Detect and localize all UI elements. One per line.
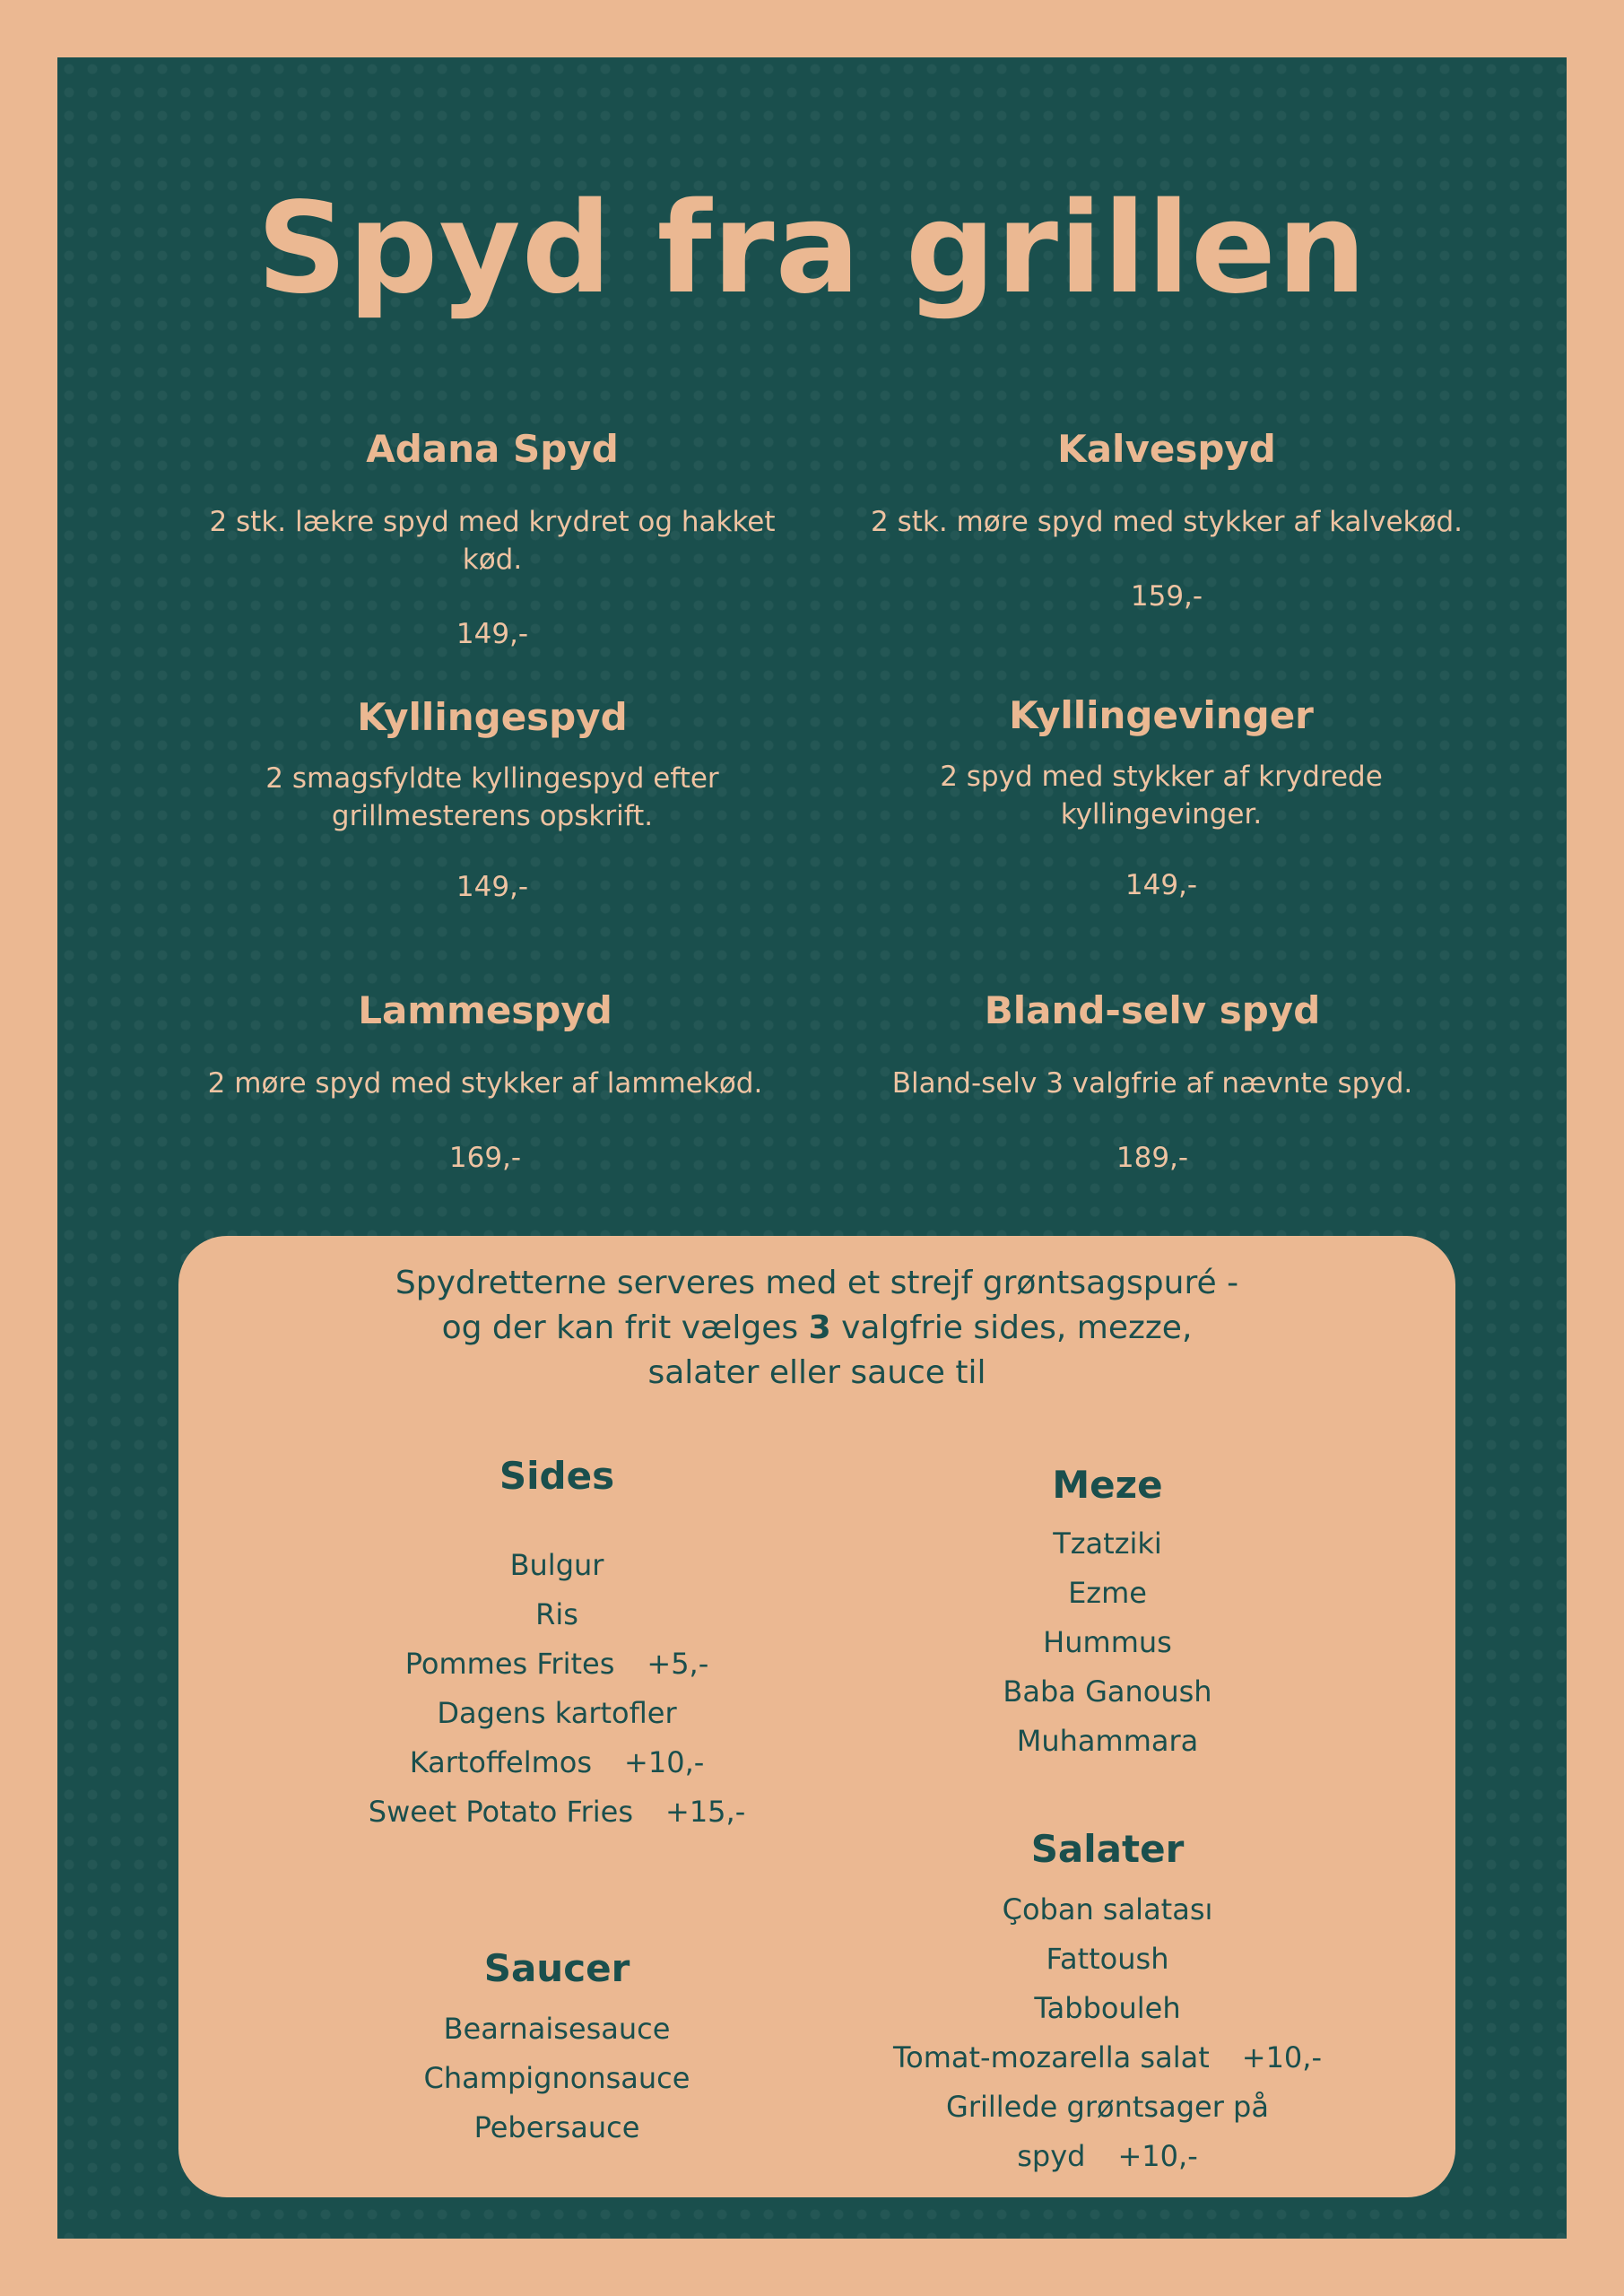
list-item: Pebersauce <box>473 2110 640 2144</box>
item-price: 149,- <box>1125 869 1198 901</box>
list-item: Bulgur <box>509 1548 604 1582</box>
list-item: Tzatziki <box>1053 1526 1162 1561</box>
meze-section <box>856 1460 1359 1766</box>
sides-list <box>306 1541 808 1837</box>
item-price: 189,- <box>1116 1142 1189 1174</box>
item-name: Kyllingespyd <box>357 695 628 739</box>
item-name: Kyllingevinger <box>1009 693 1314 737</box>
list-item: Champignonsauce <box>423 2061 690 2095</box>
list-item: Muhammara <box>1016 1724 1199 1758</box>
meze-list <box>856 1519 1359 1766</box>
surcharge: +10,- <box>1117 2139 1198 2173</box>
list-item: Grillede grøntsager på spyd +10,- <box>946 2090 1269 2173</box>
list-item: Sweet Potato Fries +15,- <box>368 1795 746 1829</box>
section-heading: Sides <box>499 1454 615 1498</box>
list-item: Dagens kartofler <box>437 1696 677 1730</box>
item-price: 149,- <box>456 871 529 903</box>
item-description: 2 spyd med stykker af krydrede kyllingevinger. <box>940 761 1383 831</box>
surcharge: +10,- <box>624 1745 705 1779</box>
list-item: Ris <box>535 1597 578 1631</box>
item-description: 2 stk. lækre spyd med krydret og hakket kød. <box>209 506 776 576</box>
section-heading: Saucer <box>483 1946 630 1990</box>
intro-line <box>178 1306 1455 1351</box>
item-name: Adana Spyd <box>366 427 619 471</box>
item-description: 2 møre spyd med stykker af lammekød. <box>207 1067 763 1100</box>
list-item: Pommes Frites +5,- <box>404 1647 709 1681</box>
surcharge: +5,- <box>647 1647 709 1681</box>
item-description: Bland-selv 3 valgfrie af nævnte spyd. <box>891 1067 1413 1100</box>
item-price: 149,- <box>456 618 529 650</box>
saucer-section <box>306 1944 808 2152</box>
list-item: Kartoffelmos +10,- <box>409 1745 705 1779</box>
intro-text: og der kan frit vælges <box>441 1309 809 1346</box>
accompaniments-card <box>178 1236 1455 2197</box>
list-item: Hummus <box>1043 1625 1172 1659</box>
menu-item <box>847 691 1475 904</box>
menu-item <box>178 693 806 906</box>
item-description: 2 stk. møre spyd med stykker af kalvekød. <box>871 506 1463 538</box>
menu-item <box>178 425 806 653</box>
list-item: Fattoush <box>1046 1942 1169 1976</box>
list-item: Bearnaisesauce <box>443 2012 671 2046</box>
item-name: Lammespyd <box>358 988 612 1032</box>
section-heading: Meze <box>1052 1463 1163 1507</box>
list-item: Tomat-mozarella salat +10,- <box>893 2040 1322 2074</box>
page-title: Spyd fra grillen <box>256 176 1368 322</box>
menu-item <box>853 425 1481 615</box>
saucer-list <box>306 2005 808 2152</box>
list-item: Baba Ganoush <box>1003 1674 1212 1709</box>
accompaniments-intro <box>178 1261 1455 1396</box>
item-name: Kalvespyd <box>1057 427 1276 471</box>
list-item: Ezme <box>1068 1576 1147 1610</box>
surcharge: +10,- <box>1241 2040 1322 2074</box>
item-description: 2 smagsfyldte kyllingespyd efter grillmesterens opskrift. <box>265 762 719 832</box>
intro-count: 3 <box>808 1309 831 1346</box>
menu-item <box>838 987 1466 1177</box>
item-name: Bland-selv spyd <box>984 988 1321 1032</box>
surcharge: +15,- <box>665 1795 746 1829</box>
item-price: 159,- <box>1130 580 1203 613</box>
salater-section <box>856 1824 1359 2181</box>
intro-line: salater eller sauce til <box>647 1354 986 1391</box>
list-item: Çoban salatası <box>1002 1892 1213 1926</box>
sides-section <box>306 1451 808 1837</box>
section-heading: Salater <box>1030 1827 1185 1871</box>
intro-line: Spydretterne serveres med et strejf grøntsagspuré - <box>395 1265 1239 1301</box>
list-item: Tabbouleh <box>1034 1991 1181 2025</box>
intro-text: valgfrie sides, mezze, <box>830 1309 1193 1346</box>
item-price: 169,- <box>448 1142 522 1174</box>
salater-list <box>856 1885 1359 2181</box>
menu-item <box>171 987 799 1177</box>
